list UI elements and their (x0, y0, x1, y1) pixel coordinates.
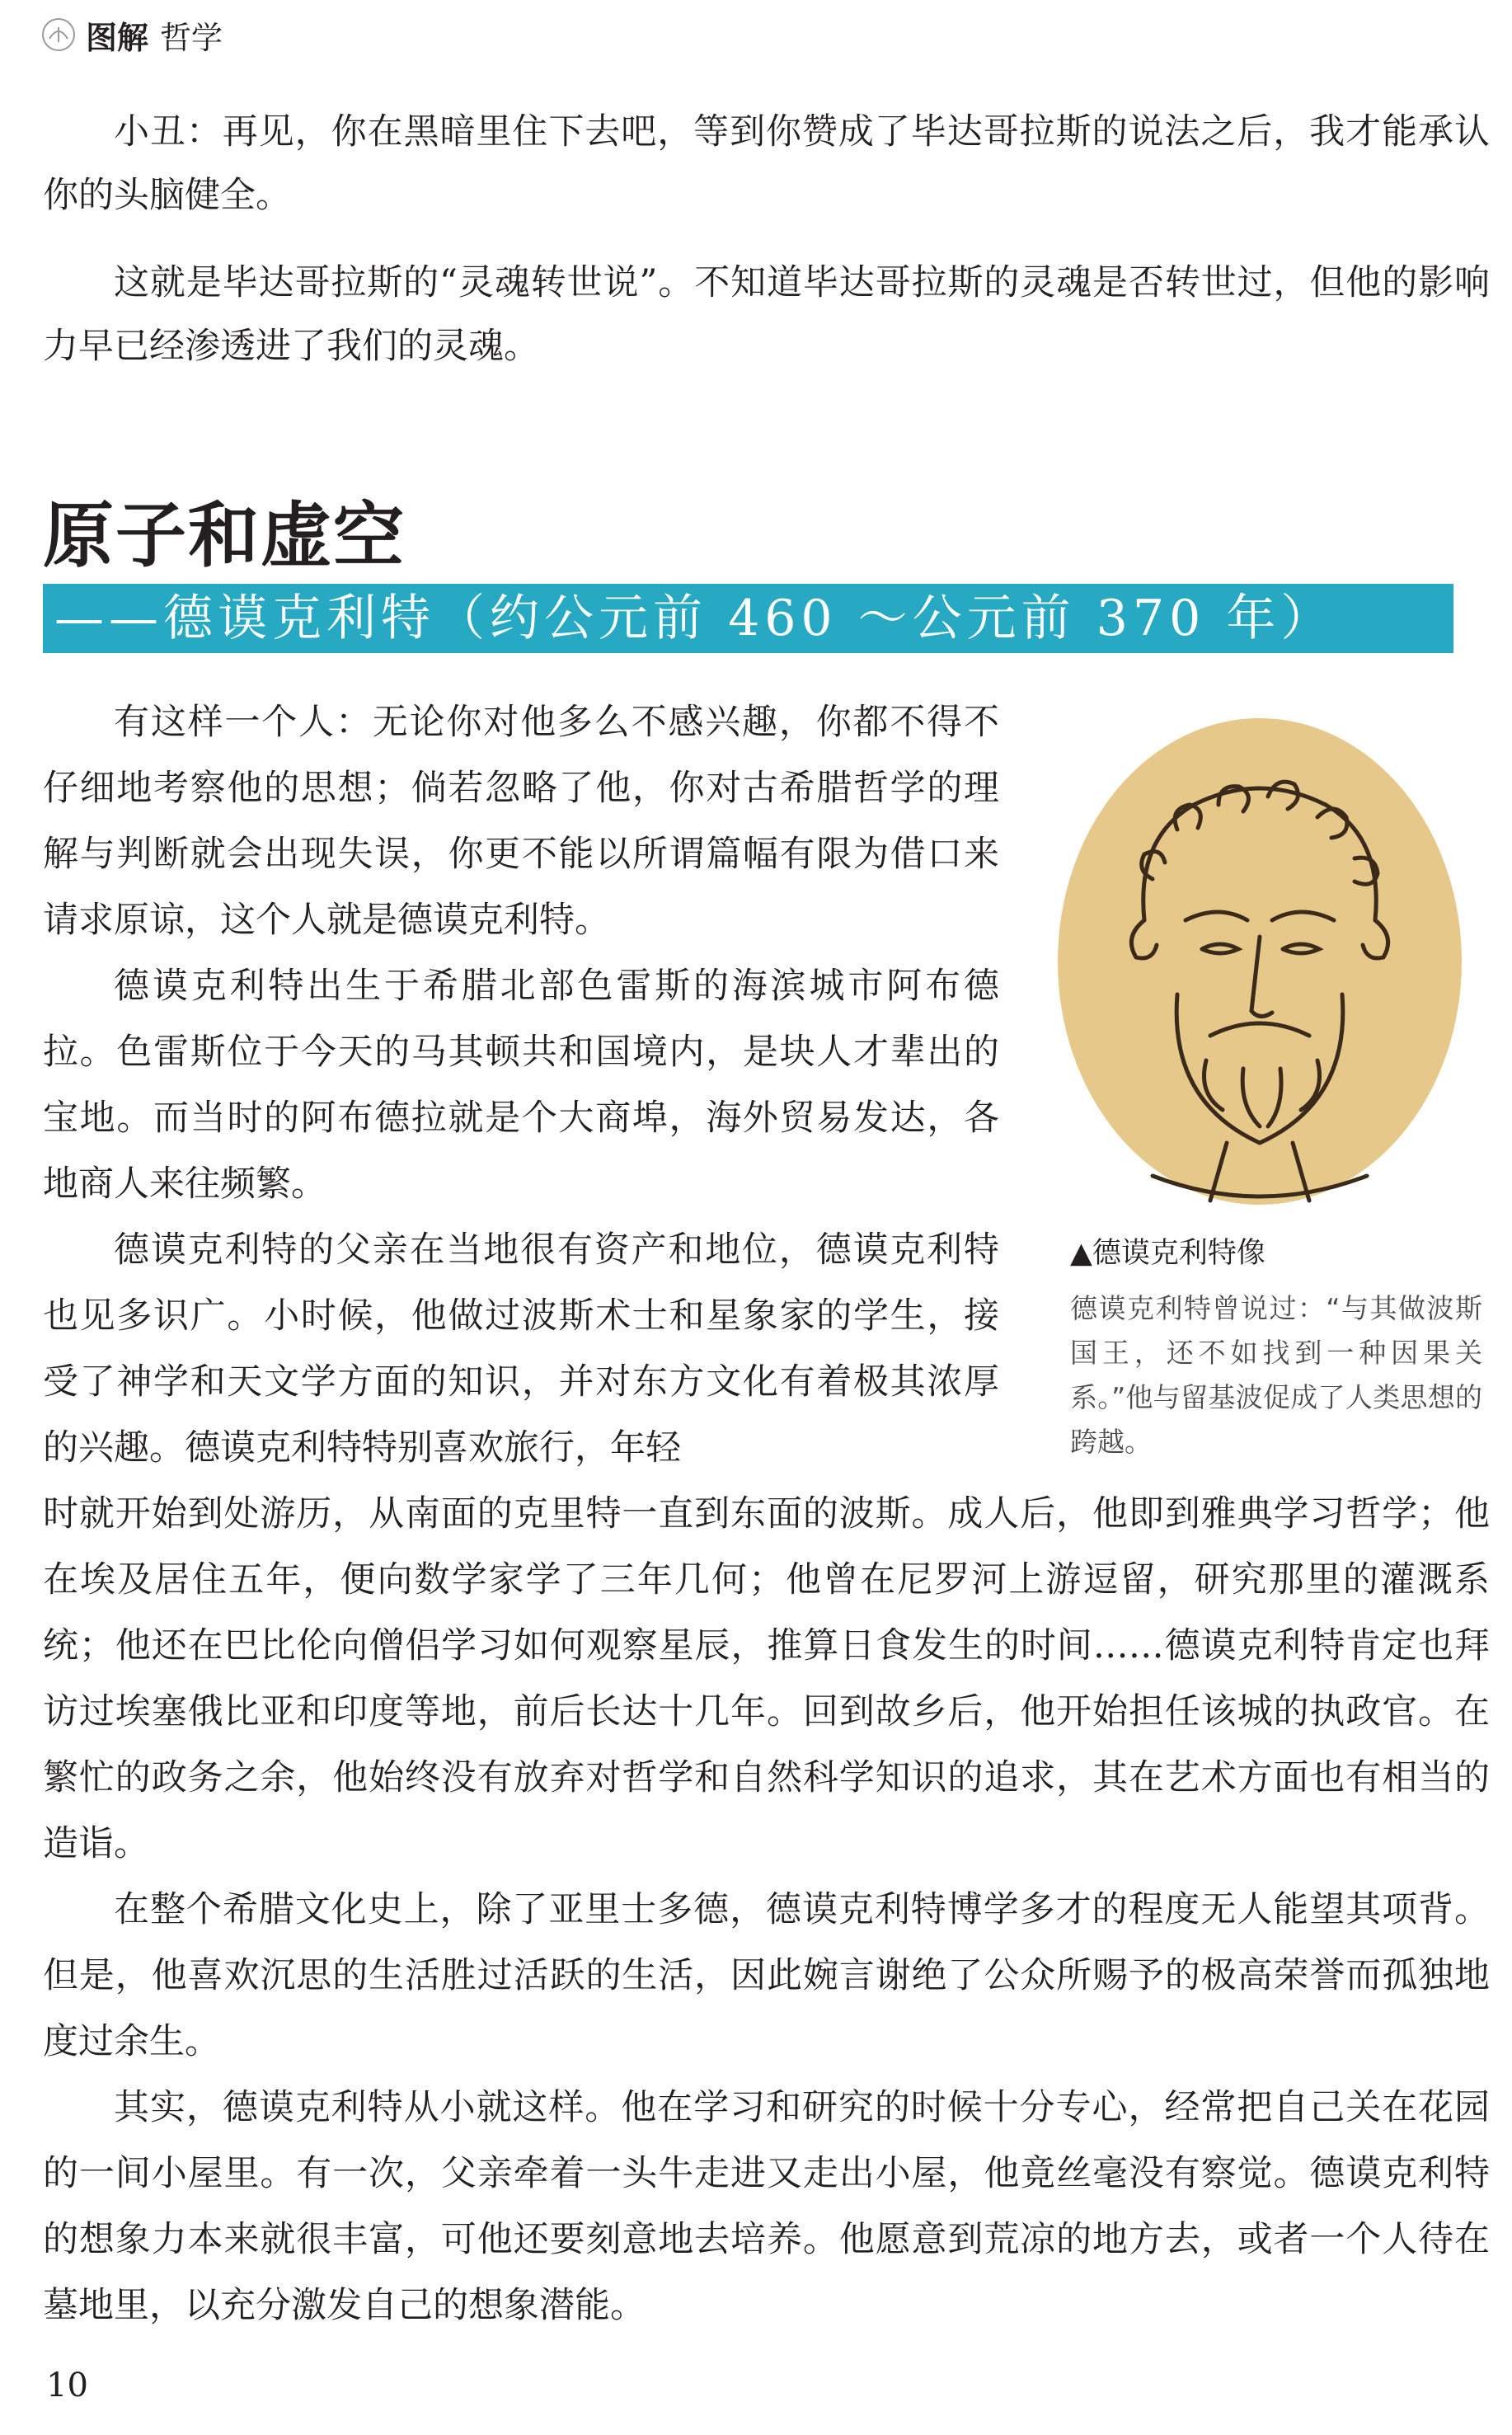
book-title: 图解 (86, 19, 149, 56)
body-paragraph-3-rest: 时就开始到处游历，从南面的克里特一直到东面的波斯。成人后，他即到雅典学习哲学；他在埃及居住五年，便向数学家学了三年几何；他曾在尼罗河上游逗留，研究那里的灌溉系统；他还在巴比伦向僧侣学习如何观察星辰，推算日食发生的时间……德谟克利特肯定也拜访过埃塞俄比亚和印度等地，前后长达十几年。回到故乡后，他开始担任该城的执政官。在繁忙的政务之余，他始终没有放弃对哲学和自然科学知识的追求，其在艺术方面也有相当的造诣。 (43, 1493, 1490, 1864)
book-logo-icon (40, 16, 77, 54)
body-paragraph-4: 在整个希腊文化史上，除了亚里士多德，德谟克利特博学多才的程度无人能望其项背。但是，他喜欢沉思的生活胜过活跃的生活，因此婉言谢绝了公众所赐予的极高荣誉而孤独地度过余生。 (43, 1889, 1490, 2062)
figure-caption-title: ▲德谟克利特像 (1070, 1237, 1265, 1270)
page-number: 10 (46, 2367, 88, 2404)
running-header (40, 10, 223, 59)
intro-paragraph-1: 小丑：再见，你在黑暗里住下去吧，等到你赞成了毕达哥拉斯的说法之后，我才能承认你的头脑健全。 (43, 111, 1490, 216)
democritus-portrait-icon (1054, 714, 1466, 1209)
intro-paragraph-2: 这就是毕达哥拉斯的“灵魂转世说”。不知道毕达哥拉斯的灵魂是否转世过，但他的影响力早已经渗透进了我们的灵魂。 (43, 262, 1490, 367)
figure-caption-body: 德谟克利特曾说过：“与其做波斯国王，还不如找到一种因果关系。”他与留基波促成了人类思想的跨越。 (1070, 1292, 1482, 1458)
body-paragraph-1: 有这样一个人：无论你对他多么不感兴趣，你都不得不仔细地考察他的思想；倘若忽略了他，你对古希腊哲学的理解与判断就会出现失误，你更不能以所谓篇幅有限为借口来请求原谅，这个人就是德谟克利特。 (43, 702, 999, 941)
body-paragraph-2: 德谟克利特出生于希腊北部色雷斯的海滨城市阿布德拉。色雷斯位于今天的马其顿共和国境内，是块人才辈出的宝地。而当时的阿布德拉就是个大商埠，海外贸易发达，各地商人来往频繁。 (43, 966, 999, 1205)
section-title: 原子和虚空 (43, 495, 406, 577)
body-paragraph-5: 其实，德谟克利特从小就这样。他在学习和研究的时候十分专心，经常把自己关在花园的一间小屋里。有一次，父亲牵着一头牛走进又走出小屋，他竟丝毫没有察觉。德谟克利特的想象力本来就很丰富，可他还要刻意地去培养。他愿意到荒凉的地方去，或者一个人待在墓地里，以充分激发自己的想象潜能。 (43, 2087, 1490, 2326)
section-subtitle: ——德谟克利特（约公元前 460 ～公元前 370 年） (54, 590, 1336, 647)
book-topic: 哲学 (160, 19, 223, 56)
body-paragraph-3-start: 德谟克利特的父亲在当地很有资产和地位，德谟克利特也见多识广。小时候，他做过波斯术士和星象家的学生，接受了神学和天文学方面的知识，并对东方文化有着极其浓厚的兴趣。德谟克利特特别喜欢旅行，年轻 (43, 1229, 999, 1469)
